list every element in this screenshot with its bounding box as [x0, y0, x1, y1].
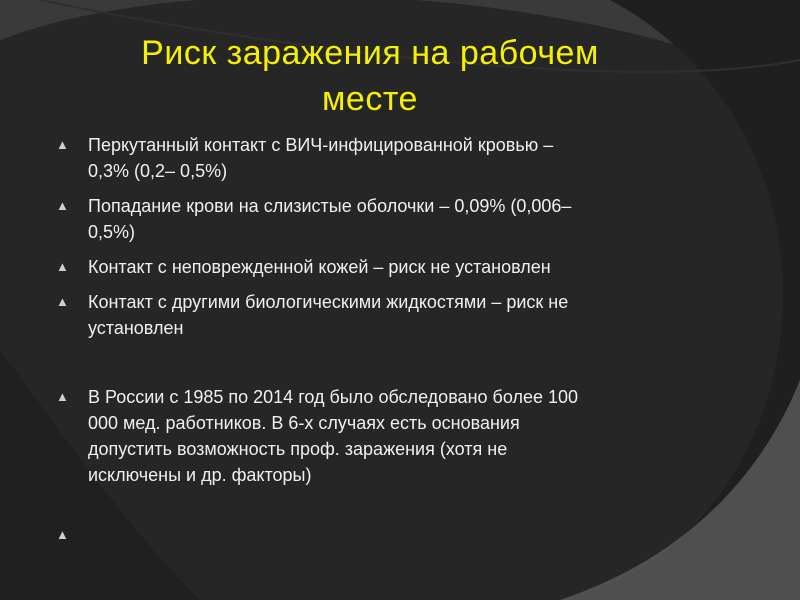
bullet-item-russia-stats [56, 384, 726, 488]
bullet-text-line-2: 0,5%) [88, 222, 136, 242]
bullet-text-line-1: Перкутанный контакт с ВИЧ-инфицированной кровью – [88, 135, 554, 155]
triangle-bullet-icon: ▲ [56, 137, 69, 152]
slide-title [40, 30, 700, 122]
slide-title-line-1: Риск заражения на рабочем [141, 34, 599, 72]
triangle-bullet-icon: ▲ [56, 294, 69, 309]
bullet-item-other-fluids [56, 289, 726, 341]
bullet-list [56, 132, 726, 557]
bullet-text-line-1: Попадание крови на слизистые оболочки – 0,09% (0,006– [88, 196, 572, 216]
triangle-bullet-icon: ▲ [56, 198, 69, 213]
bullet-item-percutaneous [56, 132, 726, 184]
bullet-text-line-2: установлен [88, 318, 184, 338]
bullet-item-intact-skin [56, 254, 726, 280]
bullet-text-line-3: допустить возможность проф. заражения (хотя не [88, 439, 508, 459]
bullet-text-line-1: В России с 1985 по 2014 год было обследовано более 100 [88, 387, 578, 407]
bullet-text-line-4: исключены и др. факторы) [88, 465, 312, 485]
bullet-item-empty [56, 522, 726, 548]
triangle-bullet-icon: ▲ [56, 259, 69, 274]
bullet-text-line-1: Контакт с неповрежденной кожей – риск не установлен [88, 257, 551, 277]
triangle-bullet-icon: ▲ [56, 527, 69, 542]
bullet-item-mucous [56, 193, 726, 245]
bullet-text-line-2: 0,3% (0,2– 0,5%) [88, 161, 228, 181]
slide-title-line-2: месте [322, 80, 418, 118]
bullet-text-line-2: 000 мед. работников. В 6-х случаях есть основания [88, 413, 520, 433]
bullet-spacer [56, 350, 726, 384]
bullet-text-line-1: Контакт с другими биологическими жидкостями – риск не [88, 292, 569, 312]
triangle-bullet-icon: ▲ [56, 389, 69, 404]
